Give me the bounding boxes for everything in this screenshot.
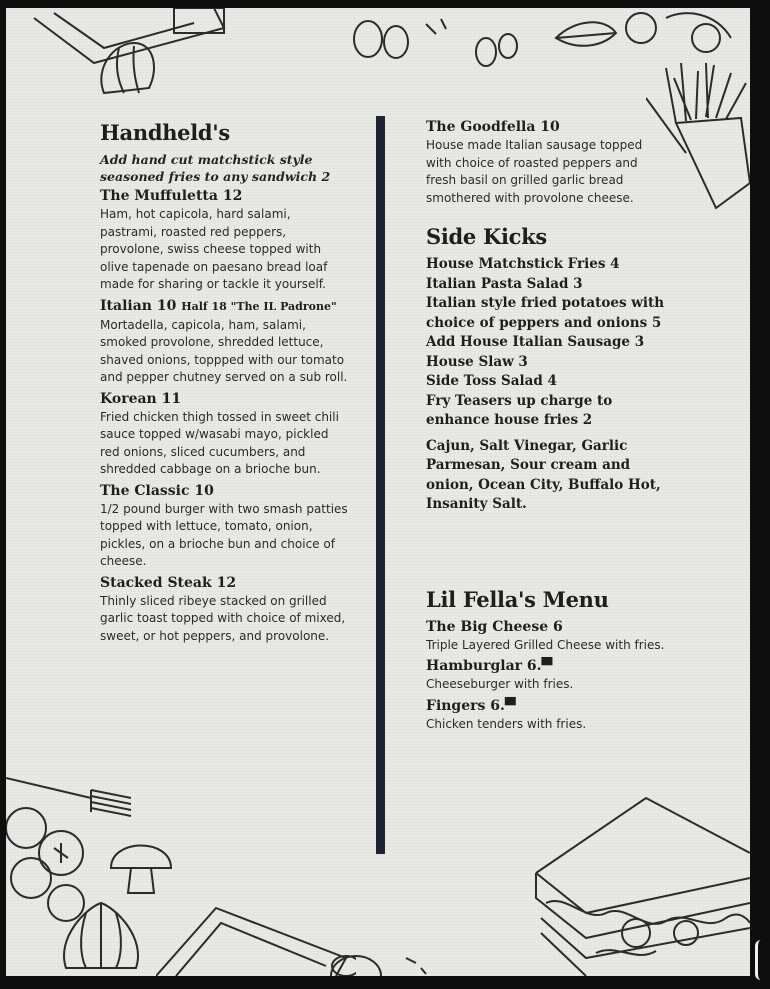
italian-price: Italian 10	[100, 297, 177, 314]
item-desc-classic: 1/2 pound burger with two smash patties topped with lettuce, tomato, onion, pickles, on a brioche bun and choice of cheese.	[100, 501, 348, 568]
handhelds-title: Handheld's	[100, 120, 230, 145]
side-item: House Slaw 3	[426, 353, 528, 370]
side-item: Italian Pasta Salad 3	[426, 275, 583, 292]
item-desc-goodfella: House made Italian sausage topped with choice of roasted peppers and fresh basil on grilled garlic bread smothered with provolone cheese.	[426, 138, 643, 205]
item-title-korean: Korean 11	[100, 390, 182, 407]
spacer	[426, 515, 671, 581]
screen-edge-handle	[755, 940, 770, 980]
item-title-fingers: Fingers 6.▀	[426, 697, 516, 714]
item-desc-hamburglar: Cheeseburger with fries.	[426, 677, 574, 691]
item-title-hamburglar: Hamburglar 6.▀	[426, 658, 553, 674]
italian-half-label: Half 18 "The IL Padrone"	[181, 299, 337, 313]
item-title-goodfella: The Goodfella 10	[426, 119, 560, 135]
item-title-big-cheese: The Big Cheese 6	[426, 618, 563, 635]
side-item: Fry Teasers up charge to enhance house fries 2	[426, 392, 613, 428]
garlic-icon	[56, 898, 146, 976]
item-desc-big-cheese: Triple Layered Grilled Cheese with fries.	[426, 637, 665, 652]
mushroom-icon	[106, 828, 176, 898]
handhelds-section	[100, 114, 350, 648]
fry-teaser-flavors: Cajun, Salt Vinegar, Garlic Parmesan, Sour cream and onion, Ocean City, Buffalo Hot, Insanity Salt.	[426, 437, 661, 512]
item-desc-korean: Fried chicken thigh tossed in sweet chili sauce topped w/wasabi mayo, pickled red onions, sliced cucumbers, and shredded cabbage on a brioche bun.	[100, 409, 339, 476]
side-item: Italian style fried potatoes with choice of peppers and onions 5	[426, 295, 665, 331]
side-item: House Matchstick Fries 4	[426, 256, 620, 272]
item-desc-italian: Mortadella, capicola, ham, salami, smoked provolone, shredded lettuce, shaved onions, toppped with our tomato and pepper chutney served on a sub roll.	[100, 317, 348, 384]
sandwich-icon	[526, 783, 750, 976]
bottom-olive-icon	[326, 948, 436, 976]
side-kicks-title: Side Kicks	[426, 224, 547, 249]
leaf-icon	[546, 8, 736, 68]
right-column	[426, 114, 671, 736]
item-title-italian	[100, 297, 350, 316]
olive-icon	[346, 14, 526, 74]
menu-page	[6, 8, 750, 976]
side-item: Add House Italian Sausage 3	[426, 334, 645, 350]
side-item: Side Toss Salad 4	[426, 373, 557, 389]
item-desc-muffuletta: Ham, hot capicola, hard salami, pastrami, roasted red peppers, provolone, swiss cheese topped with olive tapenade on paesano bread loaf made for sharing or tackle it yourself.	[100, 207, 328, 291]
column-divider	[376, 116, 385, 854]
item-title-muffuletta: The Muffuletta 12	[100, 188, 243, 204]
spacer	[426, 210, 671, 218]
item-desc-fingers: Chicken tenders with fries.	[426, 716, 587, 731]
item-desc-stacked-steak: Thinly sliced ribeye stacked on grilled garlic toast topped with choice of mixed, sweet, or hot peppers, and provolone.	[100, 593, 346, 643]
fries-addon-note: Add hand cut matchstick style seasoned fries to any sandwich 2	[100, 152, 331, 184]
item-title-stacked-steak: Stacked Steak 12	[100, 574, 237, 591]
lil-fella-title: Lil Fella's Menu	[426, 586, 609, 612]
onion-icon	[94, 38, 164, 98]
item-title-classic: The Classic 10	[100, 482, 214, 499]
